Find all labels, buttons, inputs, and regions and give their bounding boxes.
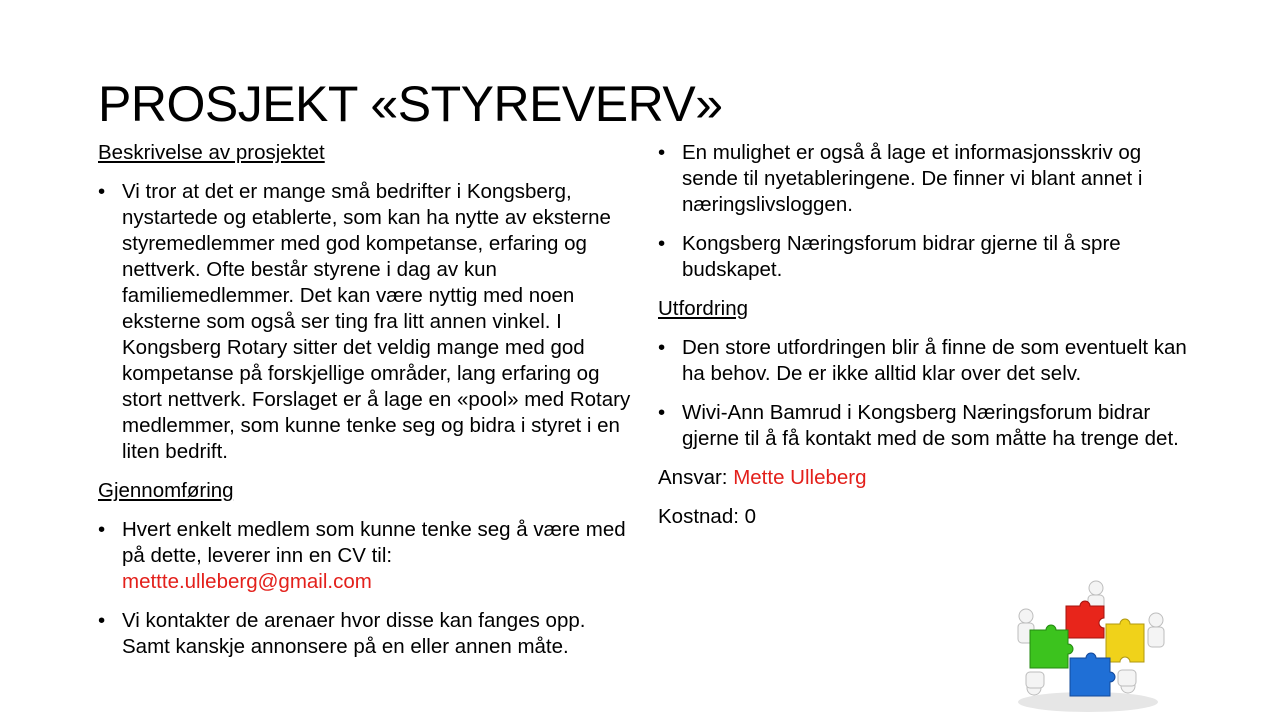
section-heading-challenge: Utfordring — [658, 297, 749, 320]
section-heading-execution: Gjennomføring — [98, 479, 234, 502]
right-column — [658, 140, 1198, 543]
bullet-icon: • — [658, 401, 666, 424]
bullet-text: Vi kontakter de arenaer hvor disse kan fanges opp. Samt kanskje annonsere på en eller annen måte. — [122, 609, 586, 658]
bullet-text: Hvert enkelt medlem som kunne tenke seg å være med på dette, leverer inn en CV til: — [122, 518, 626, 567]
bullet-text: Vi tror at det er mange små bedrifter i Kongsberg, nystartede og etablerte, som kan ha nytte av eksterne styremedlemmer med god kompetanse, erfaring og nettverk. Ofte består styrene i dag av kun familiemedlemmer. Det kan være nyttig med noen eksterne som også ser ting fra litt annen vinkel. I Kongsberg Rotary sitter det veldig mange med god kompetanse på forskjellige områder, lang erfaring og stort nettverk. Forslaget er å lage en «pool» med Rotary medlemmer, som kunne tenke seg og bidra i styret i en liten bedrift. — [122, 180, 631, 463]
responsible-line — [658, 465, 1198, 491]
slide-title: PROSJEKT «STYREVERV» — [98, 76, 723, 132]
challenge-list — [658, 335, 1198, 452]
bullet-icon: • — [98, 180, 106, 203]
list-item — [98, 608, 633, 660]
bullet-text: Kongsberg Næringsforum bidrar gjerne til å spre budskapet. — [682, 232, 1121, 281]
info-list — [658, 140, 1198, 283]
email-link[interactable]: mettte.ulleberg@gmail.com — [122, 570, 372, 593]
section-heading-description: Beskrivelse av prosjektet — [98, 141, 325, 164]
description-list — [98, 179, 633, 465]
list-item — [98, 179, 633, 465]
bullet-icon: • — [98, 609, 106, 632]
bullet-icon: • — [658, 141, 666, 164]
cost-line: Kostnad: 0 — [658, 505, 757, 528]
list-item — [98, 517, 633, 595]
bullet-text: Den store utfordringen blir å finne de som eventuelt kan ha behov. De er ikke alltid klar over det selv. — [682, 336, 1187, 385]
list-item — [658, 140, 1198, 218]
execution-list — [98, 517, 633, 660]
bullet-icon: • — [658, 336, 666, 359]
list-item — [658, 335, 1198, 387]
responsible-name: Mette Ulleberg — [733, 466, 867, 489]
responsible-label: Ansvar: — [658, 466, 728, 489]
puzzle-teamwork-icon — [1008, 578, 1168, 716]
bullet-text: En mulighet er også å lage et informasjonsskriv og sende til nyetableringene. De finner vi blant annet i næringslivsloggen. — [682, 141, 1143, 216]
list-item — [658, 231, 1198, 283]
bullet-text: Wivi-Ann Bamrud i Kongsberg Næringsforum bidrar gjerne til å få kontakt med de som måtte ha trenge det. — [682, 401, 1179, 450]
list-item — [658, 400, 1198, 452]
left-column — [98, 140, 633, 673]
bullet-icon: • — [658, 232, 666, 255]
bullet-icon: • — [98, 518, 106, 541]
